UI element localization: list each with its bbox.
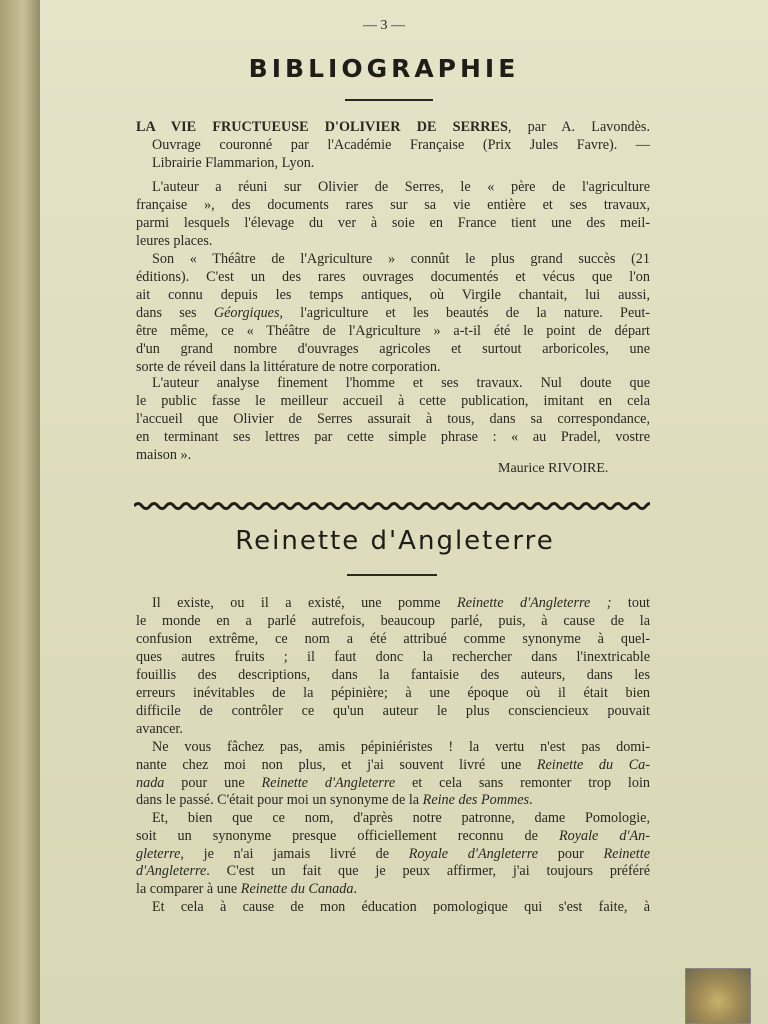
text-line <box>152 809 650 827</box>
italic-text: Reinette du Canada <box>240 881 354 897</box>
article-title-rule <box>347 574 437 576</box>
text-line <box>136 756 650 774</box>
signature: Maurice RIVOIRE. <box>498 461 609 476</box>
text-span: éditions). C'est un des rares ouvrages documentés et vécus que l'on <box>136 269 650 285</box>
text-line <box>152 250 650 268</box>
text-span: parmi lesquels l'élevage du ver à soie en France tient une des meil- <box>136 215 650 231</box>
text-line <box>152 594 650 612</box>
text-line <box>136 428 650 446</box>
text-line <box>152 154 650 172</box>
text-span: Son « Théâtre de l'Agriculture » connût le plus grand succès (21 <box>152 251 650 267</box>
text-line <box>136 774 650 792</box>
text-line <box>152 898 650 916</box>
bold-text: LA VIE FRUCTUEUSE D'OLIVIER DE SERRES <box>136 119 508 135</box>
text-span: le public fasse le meilleur accueil à cette publication, imitant en cela <box>136 393 650 409</box>
italic-text: d'Angleterre <box>136 863 207 879</box>
text-span: ait connu depuis les temps antiques, où Virgile chantait, lui aussi, <box>136 287 650 303</box>
text-line <box>136 791 650 809</box>
text-span: Ne vous fâchez pas, amis pépiniéristes ! la vertu n'est pas domi- <box>152 739 650 755</box>
text-line <box>136 410 650 428</box>
text-span: française », des documents rares sur sa vie entière et ses travaux, <box>136 197 650 213</box>
italic-text: Reinette d'Angleterre ; <box>457 595 612 611</box>
book-spine <box>0 0 42 1024</box>
text-line <box>136 196 650 214</box>
text-line <box>136 880 650 898</box>
text-span: et cela sans remonter trop loin <box>395 775 651 791</box>
text-span: soit un synonyme presque officiellement reconnu de <box>136 828 559 844</box>
text-span: Il existe, ou il a existé, une pomme <box>152 595 458 611</box>
title-rule <box>345 99 433 101</box>
text-span: confusion extrême, ce nom a été attribué comme synonyme à quel- <box>136 631 650 647</box>
text-line <box>136 268 650 286</box>
text-line <box>136 845 650 863</box>
text-line <box>136 232 650 250</box>
text-line <box>136 720 650 738</box>
italic-text: Reinette <box>603 846 650 862</box>
text-line <box>136 304 650 322</box>
text-span: nante chez moi non plus, et j'ai souvent livré une <box>136 757 537 773</box>
text-span: difficile de contrôler ce qu'un auteur le plus consciencieux pouvait <box>136 703 650 719</box>
italic-text: Royale d'An- <box>558 828 650 844</box>
italic-text: nada <box>136 775 165 791</box>
text-span: erreurs inévitables de la pépinière; à une époque où il était bien <box>136 685 650 701</box>
wavy-separator <box>134 500 650 512</box>
text-span: pour une <box>164 775 262 791</box>
text-line <box>136 612 650 630</box>
italic-text: gleterre <box>136 846 181 862</box>
text-span: leures places. <box>136 233 213 249</box>
text-line <box>136 340 650 358</box>
text-line <box>152 136 650 154</box>
text-line <box>136 630 650 648</box>
text-line <box>152 178 650 196</box>
text-line <box>136 322 650 340</box>
text-span: dans le passé. C'était pour moi un synonyme de la <box>136 792 423 808</box>
text-line <box>136 684 650 702</box>
text-span: sorte de réveil dans la littérature de notre corporation. <box>136 359 441 375</box>
text-span: Et cela à cause de mon éducation pomologique qui s'est faite, à <box>152 899 650 915</box>
text-line <box>136 214 650 232</box>
text-line <box>136 827 650 845</box>
text-span: d'un grand nombre d'ouvrages agricoles et surtout arboricoles, une <box>136 341 650 357</box>
text-span: Librairie Flammarion, Lyon. <box>152 155 315 171</box>
text-span: , par A. Lavondès. <box>507 119 650 135</box>
text-line <box>136 392 650 410</box>
text-line <box>136 118 650 136</box>
text-span: Ouvrage couronné par l'Académie Française (Prix Jules Favre). — <box>152 137 650 153</box>
text-line <box>152 738 650 756</box>
text-span: le monde en a parlé autrefois, beaucoup parlé, puis, à cause de la <box>136 613 650 629</box>
text-span: . <box>353 881 358 897</box>
text-span: être même, ce « Théâtre de l'Agriculture » a-t-il été le point de départ <box>136 323 650 339</box>
text-line <box>152 374 650 392</box>
italic-text: Reine des Pommes <box>422 792 530 808</box>
page-number: — 3 — <box>363 18 405 33</box>
text-span: ques autres fruits ; il faut donc la rechercher dans l'inextricable <box>136 649 650 665</box>
text-span: la comparer à une <box>136 881 241 897</box>
text-span: , je n'ai jamais livré de <box>180 846 409 862</box>
text-span: maison ». <box>136 447 192 463</box>
italic-text: Royale d'Angleterre <box>408 846 539 862</box>
text-line <box>136 648 650 666</box>
text-span: avancer. <box>136 721 183 737</box>
thumbnail-image <box>685 968 751 1024</box>
text-span: en terminant ses lettres par cette simple phrase : « au Pradel, vostre <box>136 429 650 445</box>
text-line <box>136 666 650 684</box>
text-line <box>136 702 650 720</box>
italic-text: Reinette du Ca- <box>536 757 650 773</box>
text-line <box>136 286 650 304</box>
text-span: pour <box>538 846 604 862</box>
article-title: Reinette d'Angleterre <box>235 526 555 556</box>
text-span: L'auteur a réuni sur Olivier de Serres, le « père de l'agriculture <box>152 179 650 195</box>
text-span: tout <box>611 595 650 611</box>
text-span: fouillis des descriptions, dans la fantaisie des auteurs, dans les <box>136 667 650 683</box>
italic-text: Reinette d'Angleterre <box>261 775 396 791</box>
text-span: , l'agriculture et les beautés de la nature. Peut- <box>279 305 650 321</box>
text-span: Et, bien que ce nom, d'après notre patronne, dame Pomologie, <box>152 810 650 826</box>
text-span: L'auteur analyse finement l'homme et ses travaux. Nul doute que <box>152 375 650 391</box>
italic-text: Géorgiques <box>213 305 280 321</box>
section-title-bibliographie: BIBLIOGRAPHIE <box>248 54 520 83</box>
text-span: dans ses <box>136 305 214 321</box>
text-span: . C'est un fait que je peux affirmer, j'ai toujours préféré <box>206 863 650 879</box>
text-line <box>136 862 650 880</box>
text-span: l'accueil que Olivier de Serres assurait à tous, dans sa correspondance, <box>136 411 650 427</box>
text-span: . <box>529 792 533 808</box>
